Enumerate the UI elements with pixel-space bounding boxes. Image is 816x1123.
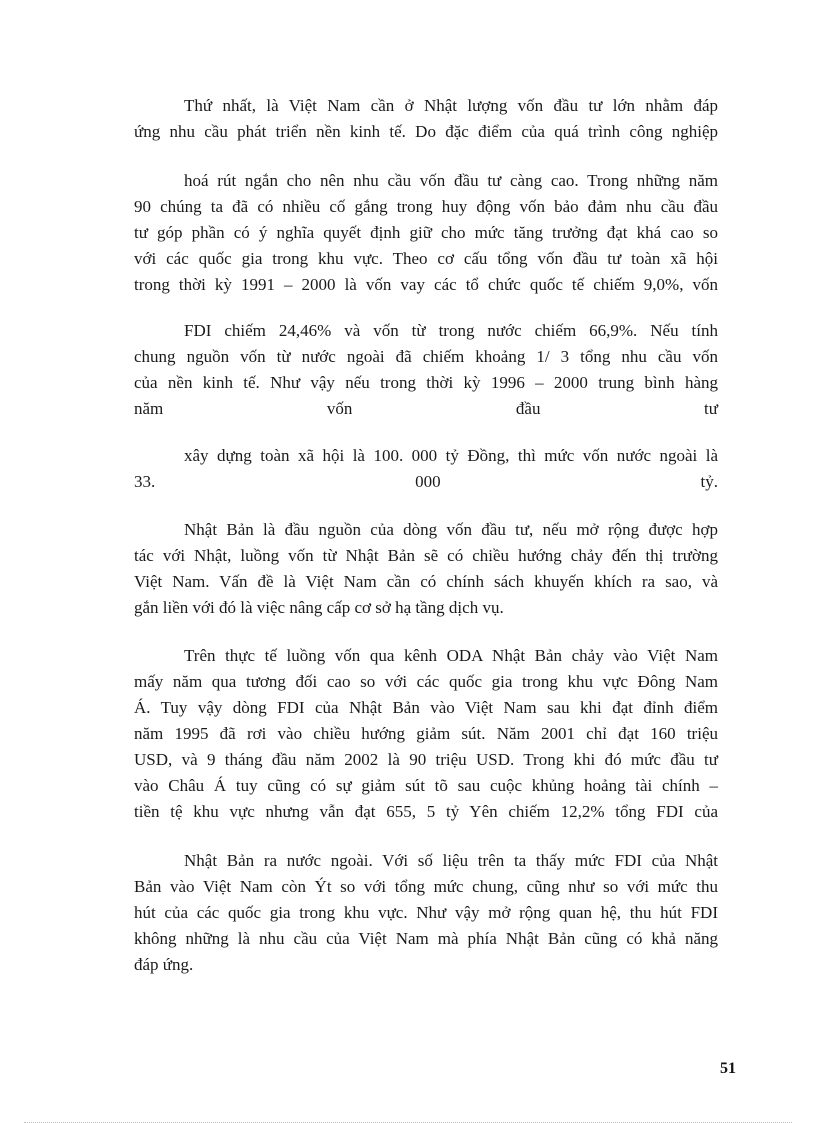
text-line: mấy năm qua tương đối cao so với các quốc gia trong khu vực Đông Nam [134,672,718,691]
text-line: Nhật Bản là đầu nguồn của dòng vốn đầu tư, nếu mở rộng được hợp [184,520,718,539]
text-line: đáp ứng. [134,955,194,974]
text-line: Bản vào Việt Nam còn Ýt so với tổng mức chung, cũng như so với mức thu [134,877,718,896]
text-line: Á. Tuy vậy dòng FDI của Nhật Bản vào Việt Nam sau khi đạt đỉnh điểm [134,698,718,717]
text-line: gắn liền với đó là việc nâng cấp cơ sở hạ tầng dịch vụ. [134,598,504,617]
text-line: hoá rút ngắn cho nên nhu cầu vốn đầu tư càng cao. Trong những năm [184,171,718,190]
text-line: tiền tệ khu vực nhưng vẫn đạt 655, 5 tỷ Yên chiếm 12,2% tổng FDI của [134,802,718,821]
text-line: của nền kinh tế. Như vậy nếu trong thời kỳ 1996 – 2000 trung bình hàng [134,373,718,392]
paragraph-6 [134,643,718,825]
paragraph-4 [134,443,718,495]
text-line: ứng nhu cầu phát triển nền kinh tế. Do đặc điểm của quá trình công nghiệp [134,122,718,141]
text-line: Thứ nhất, là Việt Nam cần ở Nhật lượng vốn đầu tư lớn nhằm đáp [184,96,718,115]
text-line: 33. 000 tỷ. [134,472,718,491]
text-line: USD, và 9 tháng đầu năm 2002 là 90 triệu USD. Trong khi đó mức đầu tư [134,750,718,769]
text-line: Trên thực tế luồng vốn qua kênh ODA Nhật Bản chảy vào Việt Nam [184,646,718,665]
text-line: trong thời kỳ 1991 – 2000 là vốn vay các tổ chức quốc tế chiếm 9,0%, vốn [134,275,718,294]
text-line: Việt Nam. Vấn đề là Việt Nam cần có chính sách khuyến khích ra sao, và [134,572,718,591]
text-line: chung nguồn vốn từ nước ngoài đã chiếm khoảng 1/ 3 tổng nhu cầu vốn [134,347,718,366]
text-line: hút của các quốc gia trong khu vực. Như vậy mở rộng quan hệ, thu hút FDI [134,903,718,922]
text-line: 90 chúng ta đã có nhiều cố gắng trong huy động vốn bảo đảm nhu cầu đầu [134,197,718,216]
text-line: FDI chiếm 24,46% và vốn từ trong nước chiếm 66,9%. Nếu tính [184,321,718,340]
paragraph-7 [134,848,718,978]
paragraph-3 [134,318,718,422]
text-line: vào Châu Á tuy cũng có sự giảm sút tõ sau cuộc khủng hoảng tài chính – [134,776,718,795]
text-line: năm vốn đầu tư [134,399,718,418]
text-line: năm 1995 đã rơi vào chiều hướng giảm sút. Năm 2001 chỉ đạt 160 triệu [134,724,718,743]
paragraph-2 [134,168,718,298]
text-line: Nhật Bản ra nước ngoài. Với số liệu trên ta thấy mức FDI của Nhật [184,851,718,870]
text-line: không những là nhu cầu của Việt Nam mà phía Nhật Bản cũng có khả năng [134,929,718,948]
paragraph-5 [134,517,718,621]
text-line: tư góp phần có ý nghĩa quyết định giữ cho mức tăng trưởng đạt khá cao so [134,223,718,242]
page-number: 51 [720,1060,736,1077]
text-line: xây dựng toàn xã hội là 100. 000 tỷ Đồng, thì mức vốn nước ngoài là [184,446,718,465]
text-line: tác với Nhật, luồng vốn từ Nhật Bản sẽ có chiều hướng chảy đến thị trường [134,546,718,565]
text-line: với các quốc gia trong khu vực. Theo cơ cấu tổng vốn đầu tư toàn xã hội [134,249,718,268]
paragraph-1 [134,93,718,145]
